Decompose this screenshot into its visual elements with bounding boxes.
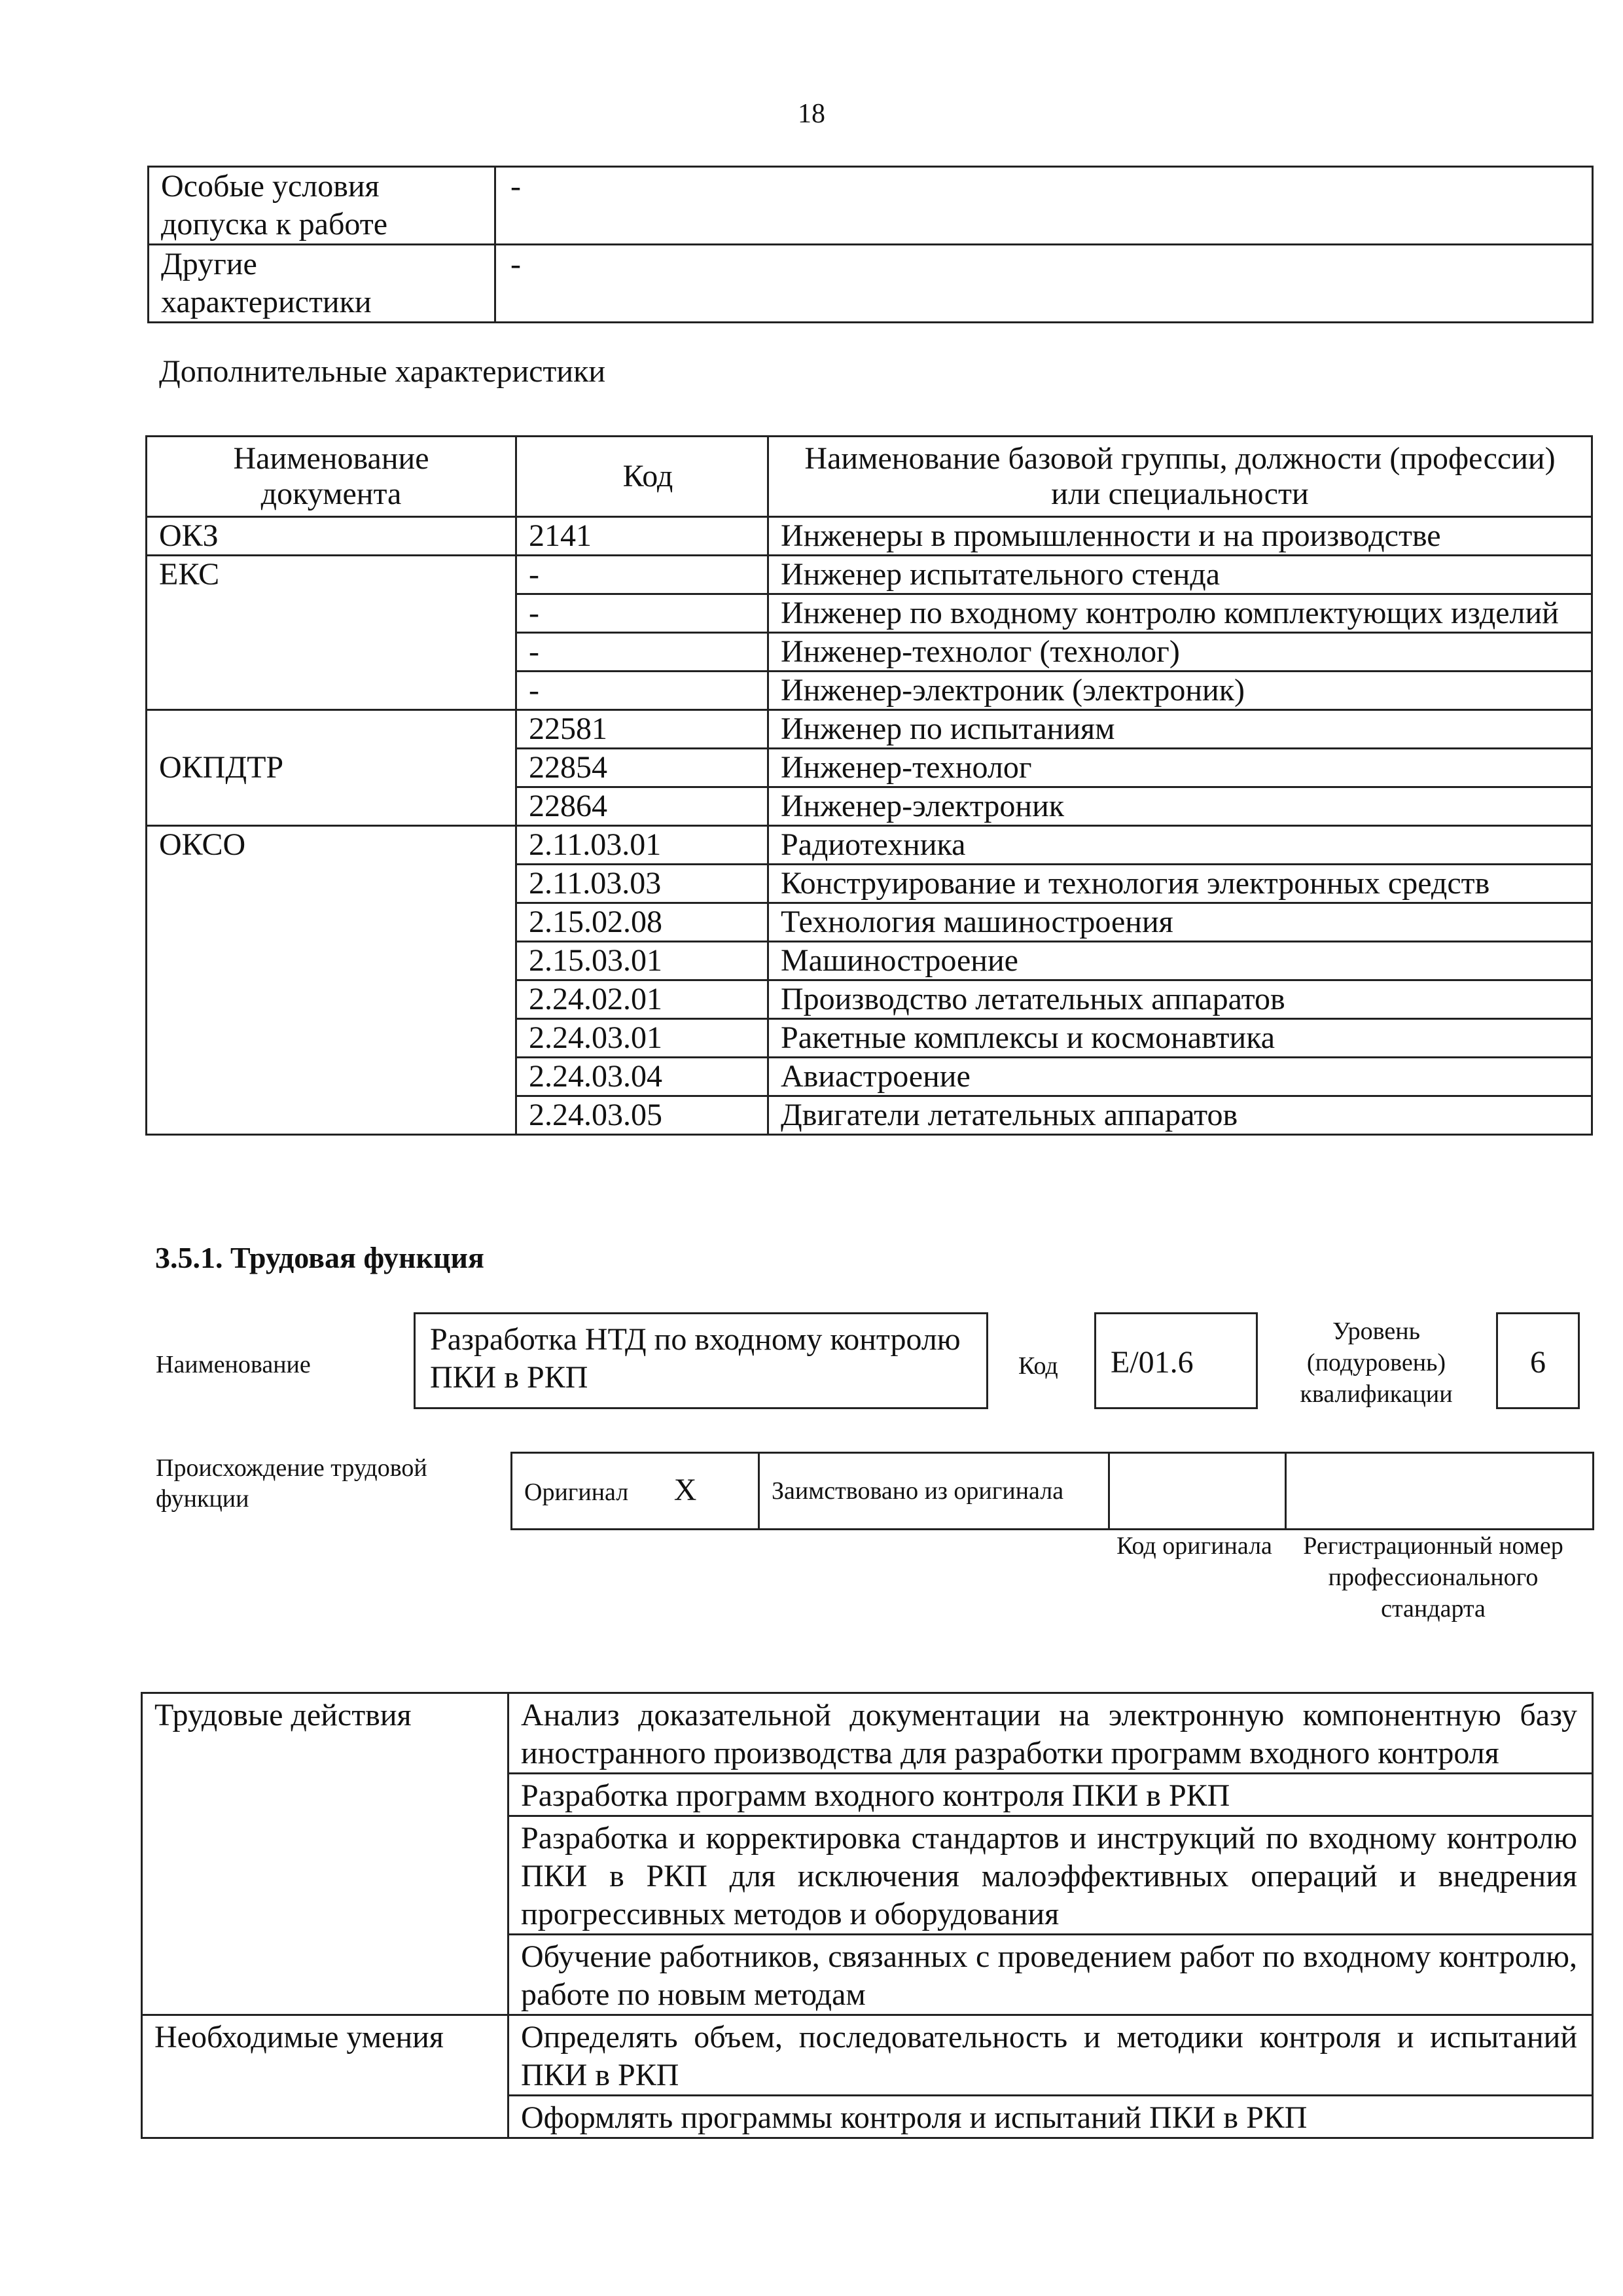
original-code-cell (1109, 1453, 1286, 1530)
original-cell (512, 1453, 759, 1530)
function-code: E/01.6 (1111, 1345, 1194, 1380)
code-cell: 2.11.03.03 (516, 865, 768, 903)
code-cell: 2.24.03.01 (516, 1019, 768, 1058)
name-cell: Инженер по испытаниям (768, 710, 1592, 749)
code-cell: 2.24.03.04 (516, 1058, 768, 1096)
action-item: Разработка и корректировка стандартов и инструкций по входному контролю ПКИ в РКП для исключения малоэффективных операций и внедрения прогрессивных методов и оборудования (508, 1816, 1593, 1935)
borrowed-label: Заимствовано из оригинала (759, 1453, 1109, 1530)
code-label: Код (1018, 1352, 1058, 1380)
table-row (142, 2015, 1593, 2096)
action-item: Обучение работников, связанных с проведением работ по входному контролю, работе по новым методам (508, 1935, 1593, 2015)
table-row (147, 826, 1592, 865)
code-cell: 2.15.02.08 (516, 903, 768, 942)
level-value: 6 (1530, 1345, 1546, 1380)
doc-eks: ЕКС (147, 556, 516, 710)
header-code: Код (516, 437, 768, 517)
code-cell: - (516, 633, 768, 672)
table-row (147, 710, 1592, 749)
header-name: Наименование базовой группы, должности (профессии) или специальности (768, 437, 1592, 517)
code-cell: 2.24.02.01 (516, 980, 768, 1019)
table-row (149, 245, 1593, 323)
conditions-table (147, 166, 1594, 323)
function-name-box (414, 1312, 988, 1409)
conditions-value: - (495, 167, 1593, 245)
code-cell: 2.15.03.01 (516, 942, 768, 980)
functions-table (141, 1692, 1594, 2139)
name-cell: Технология машиностроения (768, 903, 1592, 942)
name-cell: Машиностроение (768, 942, 1592, 980)
skill-item: Определять объем, последовательность и методики контроля и испытаний ПКИ в РКП (508, 2015, 1593, 2096)
action-item: Анализ доказательной документации на электронную компонентную базу иностранного производства для разработки программ входного контроля (508, 1693, 1593, 1774)
section-title: 3.5.1. Трудовая функция (155, 1241, 484, 1274)
header-doc: Наименование документа (147, 437, 516, 517)
table-row (147, 556, 1592, 594)
table-row (142, 1693, 1593, 1774)
name-cell: Авиастроение (768, 1058, 1592, 1096)
skill-item: Оформлять программы контроля и испытаний ПКИ в РКП (508, 2096, 1593, 2138)
conditions-value: - (495, 245, 1593, 323)
level-box (1496, 1312, 1580, 1409)
name-cell: Инженер-технолог (768, 749, 1592, 787)
code-cell: 2.11.03.01 (516, 826, 768, 865)
code-cell: - (516, 594, 768, 633)
additional-table (145, 435, 1593, 1136)
original-mark: X (673, 1472, 697, 1507)
reg-number-cell (1286, 1453, 1594, 1530)
action-item: Разработка программ входного контроля ПКИ в РКП (508, 1774, 1593, 1816)
name-cell: Инженер-электроник (768, 787, 1592, 826)
code-cell: 2141 (516, 517, 768, 556)
function-name: Разработка НТД по входному контролю ПКИ в РКП (430, 1322, 961, 1395)
name-cell: Радиотехника (768, 826, 1592, 865)
code-cell: 22581 (516, 710, 768, 749)
table-row (147, 517, 1592, 556)
doc-okso: ОКСО (147, 826, 516, 1135)
conditions-label: Особые условия допуска к работе (149, 167, 495, 245)
code-caption: Код оригинала (1116, 1532, 1272, 1560)
table-row (149, 167, 1593, 245)
name-label: Наименование (156, 1351, 311, 1378)
code-cell: 2.24.03.05 (516, 1096, 768, 1135)
skills-label: Необходимые умения (142, 2015, 508, 2138)
additional-heading: Дополнительные характеристики (159, 354, 606, 389)
code-cell: - (516, 672, 768, 710)
name-cell: Ракетные комплексы и космонавтика (768, 1019, 1592, 1058)
reg-caption: Регистрационный номер профессионального стандарта (1303, 1532, 1563, 1623)
doc-okpdtr: ОКПДТР (147, 710, 516, 826)
original-label: Оригинал (524, 1478, 629, 1506)
level-label: Уровень (подуровень) квалификации (1300, 1318, 1453, 1408)
origin-label: Происхождение трудовой функции (156, 1454, 427, 1513)
name-cell: Инженер-электроник (электроник) (768, 672, 1592, 710)
origin-table (510, 1452, 1594, 1530)
code-cell: - (516, 556, 768, 594)
page-number: 18 (798, 99, 825, 129)
name-cell: Двигатели летательных аппаратов (768, 1096, 1592, 1135)
table-header-row (147, 437, 1592, 517)
table-row (512, 1453, 1594, 1530)
conditions-label: Другие характеристики (149, 245, 495, 323)
name-cell: Инженер по входному контролю комплектующих изделий (768, 594, 1592, 633)
doc-okz: ОКЗ (147, 517, 516, 556)
name-cell: Конструирование и технология электронных средств (768, 865, 1592, 903)
code-cell: 22864 (516, 787, 768, 826)
actions-label: Трудовые действия (142, 1693, 508, 2015)
name-cell: Производство летательных аппаратов (768, 980, 1592, 1019)
code-cell: 22854 (516, 749, 768, 787)
function-code-box (1094, 1312, 1258, 1409)
name-cell: Инженеры в промышленности и на производстве (768, 517, 1592, 556)
name-cell: Инженер-технолог (технолог) (768, 633, 1592, 672)
name-cell: Инженер испытательного стенда (768, 556, 1592, 594)
